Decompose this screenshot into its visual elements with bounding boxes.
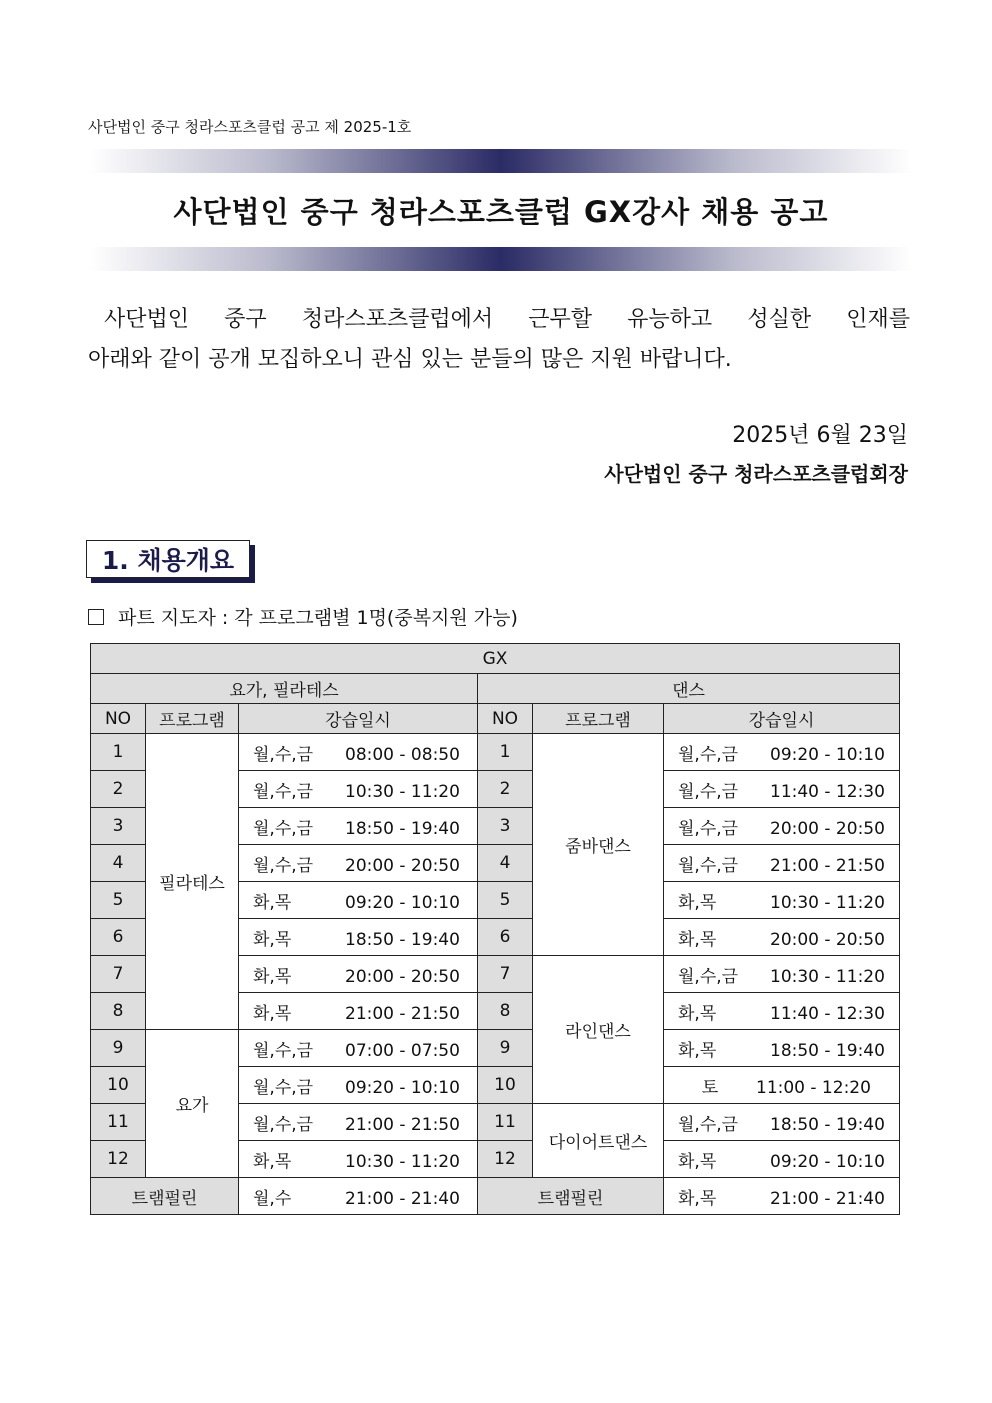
time-cell [239,882,478,919]
time-text: 10:30 - 11:20 [345,1151,460,1172]
day-text: 월,수 [253,1188,292,1209]
time-text: 08:00 - 08:50 [345,744,460,765]
program-cell-line-dance: 라인댄스 [533,956,664,1104]
row-number: 4 [478,845,533,882]
time-cell [664,956,900,993]
row-number: 7 [478,956,533,993]
time-cell [664,1030,900,1067]
time-cell [239,919,478,956]
time-text: 21:00 - 21:40 [770,1188,885,1209]
row-number: 11 [478,1104,533,1141]
row-number: 12 [91,1141,146,1178]
time-text: 18:50 - 19:40 [770,1114,885,1135]
time-text: 21:00 - 21:50 [345,1114,460,1135]
row-number: 5 [91,882,146,919]
time-cell [664,882,900,919]
title-band-top [90,149,912,173]
time-text: 20:00 - 20:50 [770,818,885,839]
time-text: 21:00 - 21:50 [770,855,885,876]
day-text: 월,수,금 [678,781,739,802]
row-number: 11 [91,1104,146,1141]
row-number: 8 [478,993,533,1030]
time-cell [664,1067,900,1104]
time-cell [664,1104,900,1141]
row-number: 9 [478,1030,533,1067]
row-number: 2 [91,771,146,808]
group-header-right: 댄스 [478,674,900,704]
notice-date: 2025년 6월 23일 [732,423,908,448]
day-text: 화,목 [253,1003,292,1024]
day-text: 화,목 [253,966,292,987]
group-header-left: 요가, 필라테스 [91,674,478,704]
day-text: 월,수,금 [253,1040,314,1061]
day-text: 월,수,금 [253,1114,314,1135]
title-band-bottom [90,247,912,271]
day-text: 토 [701,1077,719,1098]
day-text: 화,목 [678,1040,717,1061]
signature: 사단법인 중구 청라스포츠클럽회장 [604,462,908,486]
column-header-no: NO [91,704,146,734]
time-cell [239,1030,478,1067]
row-number: 1 [478,734,533,771]
row-number: 6 [478,919,533,956]
checkbox-icon [88,609,104,625]
row-number: 3 [478,808,533,845]
time-cell [239,771,478,808]
time-cell [239,845,478,882]
column-header-time: 강습일시 [664,704,900,734]
row-number: 3 [91,808,146,845]
column-header-program: 프로그램 [533,704,664,734]
time-text: 09:20 - 10:10 [770,1151,885,1172]
day-text: 월,수,금 [678,818,739,839]
time-text: 18:50 - 19:40 [345,818,460,839]
time-cell [664,845,900,882]
day-text: 월,수,금 [678,744,739,765]
intro-line-1: 사단법인 중구 청라스포츠클럽에서 근무할 유능하고 성실한 인재를 [104,307,910,332]
time-cell [239,734,478,771]
time-text: 10:30 - 11:20 [770,892,885,913]
time-cell [664,1141,900,1178]
time-text: 20:00 - 20:50 [345,966,460,987]
time-text: 09:20 - 10:10 [770,744,885,765]
section-heading: 1. 채용개요 [86,540,250,578]
time-text: 21:00 - 21:40 [345,1188,460,1209]
row-number: 7 [91,956,146,993]
time-cell [664,993,900,1030]
day-text: 월,수,금 [678,855,739,876]
time-cell [664,734,900,771]
day-text: 월,수,금 [253,818,314,839]
row-number: 1 [91,734,146,771]
day-text: 화,목 [253,892,292,913]
time-text: 09:20 - 10:10 [345,892,460,913]
day-text: 화,목 [678,892,717,913]
time-cell [664,919,900,956]
time-text: 07:00 - 07:50 [345,1040,460,1061]
intro-paragraph [88,300,910,380]
time-cell [664,771,900,808]
bullet-line [88,603,518,630]
time-text: 18:50 - 19:40 [770,1040,885,1061]
table-row-trampoline [91,1178,900,1215]
time-cell [664,808,900,845]
day-text: 화,목 [678,929,717,950]
time-text: 10:30 - 11:20 [770,966,885,987]
page-title: 사단법인 중구 청라스포츠클럽 GX강사 채용 공고 [173,195,829,229]
column-header-time: 강습일시 [239,704,478,734]
program-cell-pilates: 필라테스 [146,734,239,1030]
time-cell [239,808,478,845]
day-text: 화,목 [253,1151,292,1172]
day-text: 화,목 [678,1188,717,1209]
day-text: 월,수,금 [253,744,314,765]
time-text: 21:00 - 21:50 [345,1003,460,1024]
time-text: 11:40 - 12:30 [770,781,885,802]
time-cell [239,1104,478,1141]
row-number: 10 [91,1067,146,1104]
table-caption: GX [91,644,900,674]
day-text: 월,수,금 [678,1114,739,1135]
row-number: 5 [478,882,533,919]
time-text: 11:40 - 12:30 [770,1003,885,1024]
program-cell-trampoline: 트램펄린 [478,1178,664,1215]
time-text: 20:00 - 20:50 [345,855,460,876]
time-text: 20:00 - 20:50 [770,929,885,950]
bullet-text: 파트 지도자 : 각 프로그램별 1명(중복지원 가능) [118,607,518,629]
program-cell-trampoline: 트램펄린 [91,1178,239,1215]
time-cell [239,956,478,993]
time-cell [239,993,478,1030]
program-cell-zumba: 줌바댄스 [533,734,664,956]
time-cell [239,1141,478,1178]
table-row [91,734,900,771]
time-text: 10:30 - 11:20 [345,781,460,802]
time-cell [664,1178,900,1215]
row-number: 12 [478,1141,533,1178]
day-text: 월,수,금 [253,781,314,802]
day-text: 화,목 [678,1151,717,1172]
notice-number: 사단법인 중구 청라스포츠클럽 공고 제 2025-1호 [88,118,412,136]
row-number: 4 [91,845,146,882]
program-cell-diet-dance: 다이어트댄스 [533,1104,664,1178]
table-row [91,1030,900,1067]
day-text: 월,수,금 [678,966,739,987]
column-header-program: 프로그램 [146,704,239,734]
schedule-table [90,643,900,1215]
day-text: 화,목 [678,1003,717,1024]
row-number: 8 [91,993,146,1030]
row-number: 10 [478,1067,533,1104]
intro-line-2: 아래와 같이 공개 모집하오니 관심 있는 분들의 많은 지원 바랍니다. [88,347,732,372]
time-cell [239,1067,478,1104]
row-number: 2 [478,771,533,808]
day-text: 화,목 [253,929,292,950]
day-text: 월,수,금 [253,855,314,876]
row-number: 6 [91,919,146,956]
time-text: 18:50 - 19:40 [345,929,460,950]
row-number: 9 [91,1030,146,1067]
time-text: 09:20 - 10:10 [345,1077,460,1098]
time-text: 11:00 - 12:20 [756,1077,871,1098]
column-header-no: NO [478,704,533,734]
day-text: 월,수,금 [253,1077,314,1098]
time-cell [239,1178,478,1215]
program-cell-yoga: 요가 [146,1030,239,1178]
